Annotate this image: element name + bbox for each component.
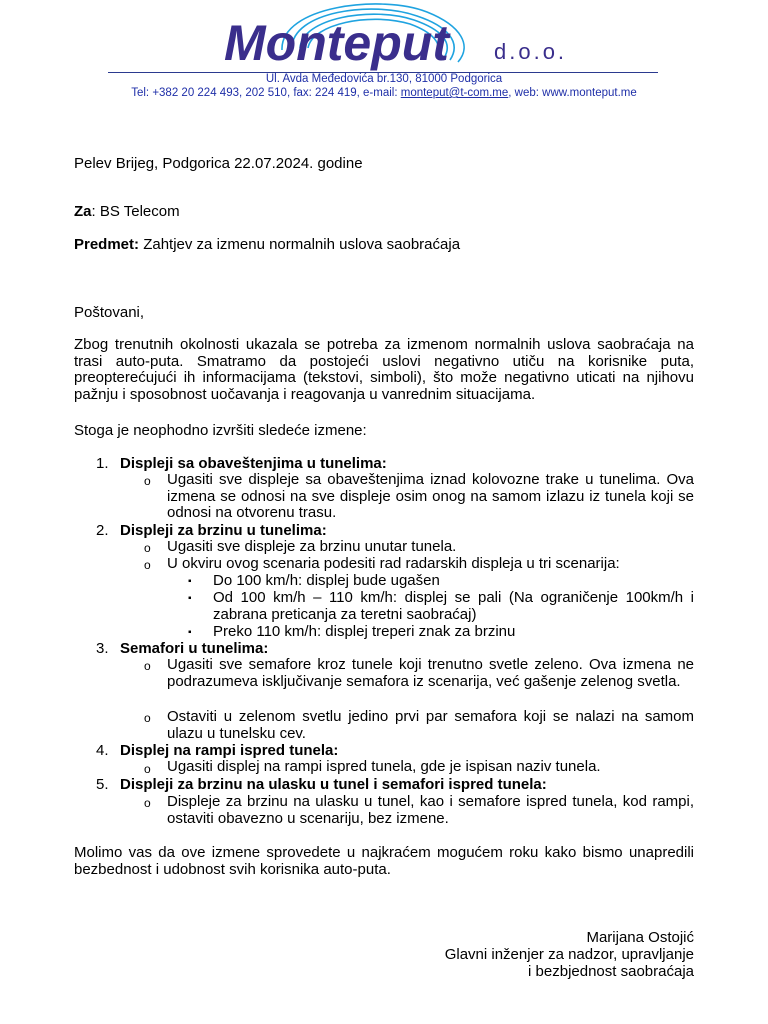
bullet-marker: o [144, 762, 151, 776]
company-contact [0, 87, 768, 99]
item-number: 5. [96, 776, 109, 793]
subject-label: Predmet: [74, 236, 140, 253]
lead-sentence: Stoga je neophodno izvršiti sledeće izmene: [74, 422, 367, 439]
subject-value: Zahtjev za izmenu normalnih uslova saobraćaja [139, 236, 461, 253]
item-title: Semafori u tunelima: [120, 640, 269, 657]
greeting: Poštovani, [74, 304, 145, 321]
bullet-text: Ugasiti sve displeje za brzinu unutar tunela. [167, 538, 457, 555]
monteput-logo [222, 2, 582, 72]
bullet-text: U okviru ovog scenaria podesiti rad radarskih displeja u tri scenarija: [167, 555, 620, 572]
bullet-text: Displeje za brzinu na ulasku u tunel, kao i semafore ispred tunela, kod rampi, ostaviti obavezno u scenariju, bez izmene. [167, 793, 694, 827]
company-address: Ul. Avda Međedovića br.130, 81000 Podgorica [265, 73, 503, 85]
logo-wordmark: Monteput [224, 15, 449, 71]
contact-suffix: , web: www.monteput.me [508, 87, 637, 99]
logo-suffix: d.o.o. [494, 39, 568, 64]
bullet-marker: o [144, 474, 151, 488]
sub-bullet-marker: ▪ [188, 593, 192, 604]
item-title: Displeji za brzinu u tunelima: [120, 522, 327, 539]
bullet-marker: o [144, 558, 151, 572]
sub-bullet-text: Preko 110 km/h: displej treperi znak za brzinu [213, 623, 516, 640]
bullet-text: Ugasiti displej na rampi ispred tunela, gde je ispisan naziv tunela. [167, 758, 601, 775]
recipient-line [74, 203, 180, 220]
bullet-marker: o [144, 541, 151, 555]
item-title: Displej na rampi ispred tunela: [120, 742, 339, 759]
item-title: Displeji sa obaveštenjima u tunelima: [120, 455, 387, 472]
place-date: Pelev Brijeg, Podgorica 22.07.2024. godine [74, 155, 363, 172]
sub-bullet-marker: ▪ [188, 627, 192, 638]
bullet-marker: o [144, 659, 151, 673]
bullet-text: Ugasiti sve semafore kroz tunele koji trenutno svetle zeleno. Ova izmena ne podrazumeva isključivanje semafora iz scenarija, već gašenje zelenog svetla. [167, 656, 694, 690]
item-number: 2. [96, 522, 109, 539]
signature-title-line2: i bezbjednost saobraćaja [528, 963, 694, 980]
contact-prefix: Tel: +382 20 224 493, 202 510, fax: 224 419, e-mail: [131, 87, 401, 99]
item-number: 3. [96, 640, 109, 657]
signature-title-line1: Glavni inženjer za nadzor, upravljanje [444, 946, 694, 963]
recipient-label: Za [74, 203, 92, 220]
bullet-text: Ugasiti sve displeje sa obaveštenjima iznad kolovozne trake u tunelima. Ova izmena se odnosi na sve displeje osim onog na samom izlazu iz tunela koji se odnosi na otvorenu trasu. [167, 471, 694, 521]
intro-paragraph: Zbog trenutnih okolnosti ukazala se potreba za izmenom normalnih uslova saobraćaja na trasi auto-puta. Smatramo da postojeći uslovi negativno utiču na korisnike puta, preopterećujući ih informacijama (tekstovi, simboli), što može negativno uticati na njihovu pažnju i sposobnost uočavanja i reagovanja u vanrednim situacijama. [74, 336, 694, 403]
closing-paragraph: Molimo vas da ove izmene sprovedete u najkraćem mogućem roku kako bismo unapredili bezbednost i udobnost svih korisnika auto-puta. [74, 844, 694, 878]
signature-name: Marijana Ostojić [586, 929, 694, 946]
bullet-marker: o [144, 711, 151, 725]
bullet-marker: o [144, 796, 151, 810]
email-link[interactable]: monteput@t-com.me [400, 87, 509, 99]
recipient-value: : BS Telecom [91, 203, 180, 220]
bullet-text: Ostaviti u zelenom svetlu jedino prvi par semafora koji se nalazi na samom ulazu u tunelsku cev. [167, 708, 694, 742]
sub-bullet-text: Do 100 km/h: displej bude ugašen [213, 572, 440, 589]
item-title: Displeji za brzinu na ulasku u tunel i semafori ispred tunela: [120, 776, 547, 793]
subject-line [74, 236, 460, 253]
item-number: 1. [96, 455, 109, 472]
sub-bullet-text: Od 100 km/h – 110 km/h: displej se pali (Na ograničenje 100km/h i zabrana preticanja za teretni saobraćaj) [213, 589, 694, 623]
sub-bullet-marker: ▪ [188, 576, 192, 587]
item-number: 4. [96, 742, 109, 759]
